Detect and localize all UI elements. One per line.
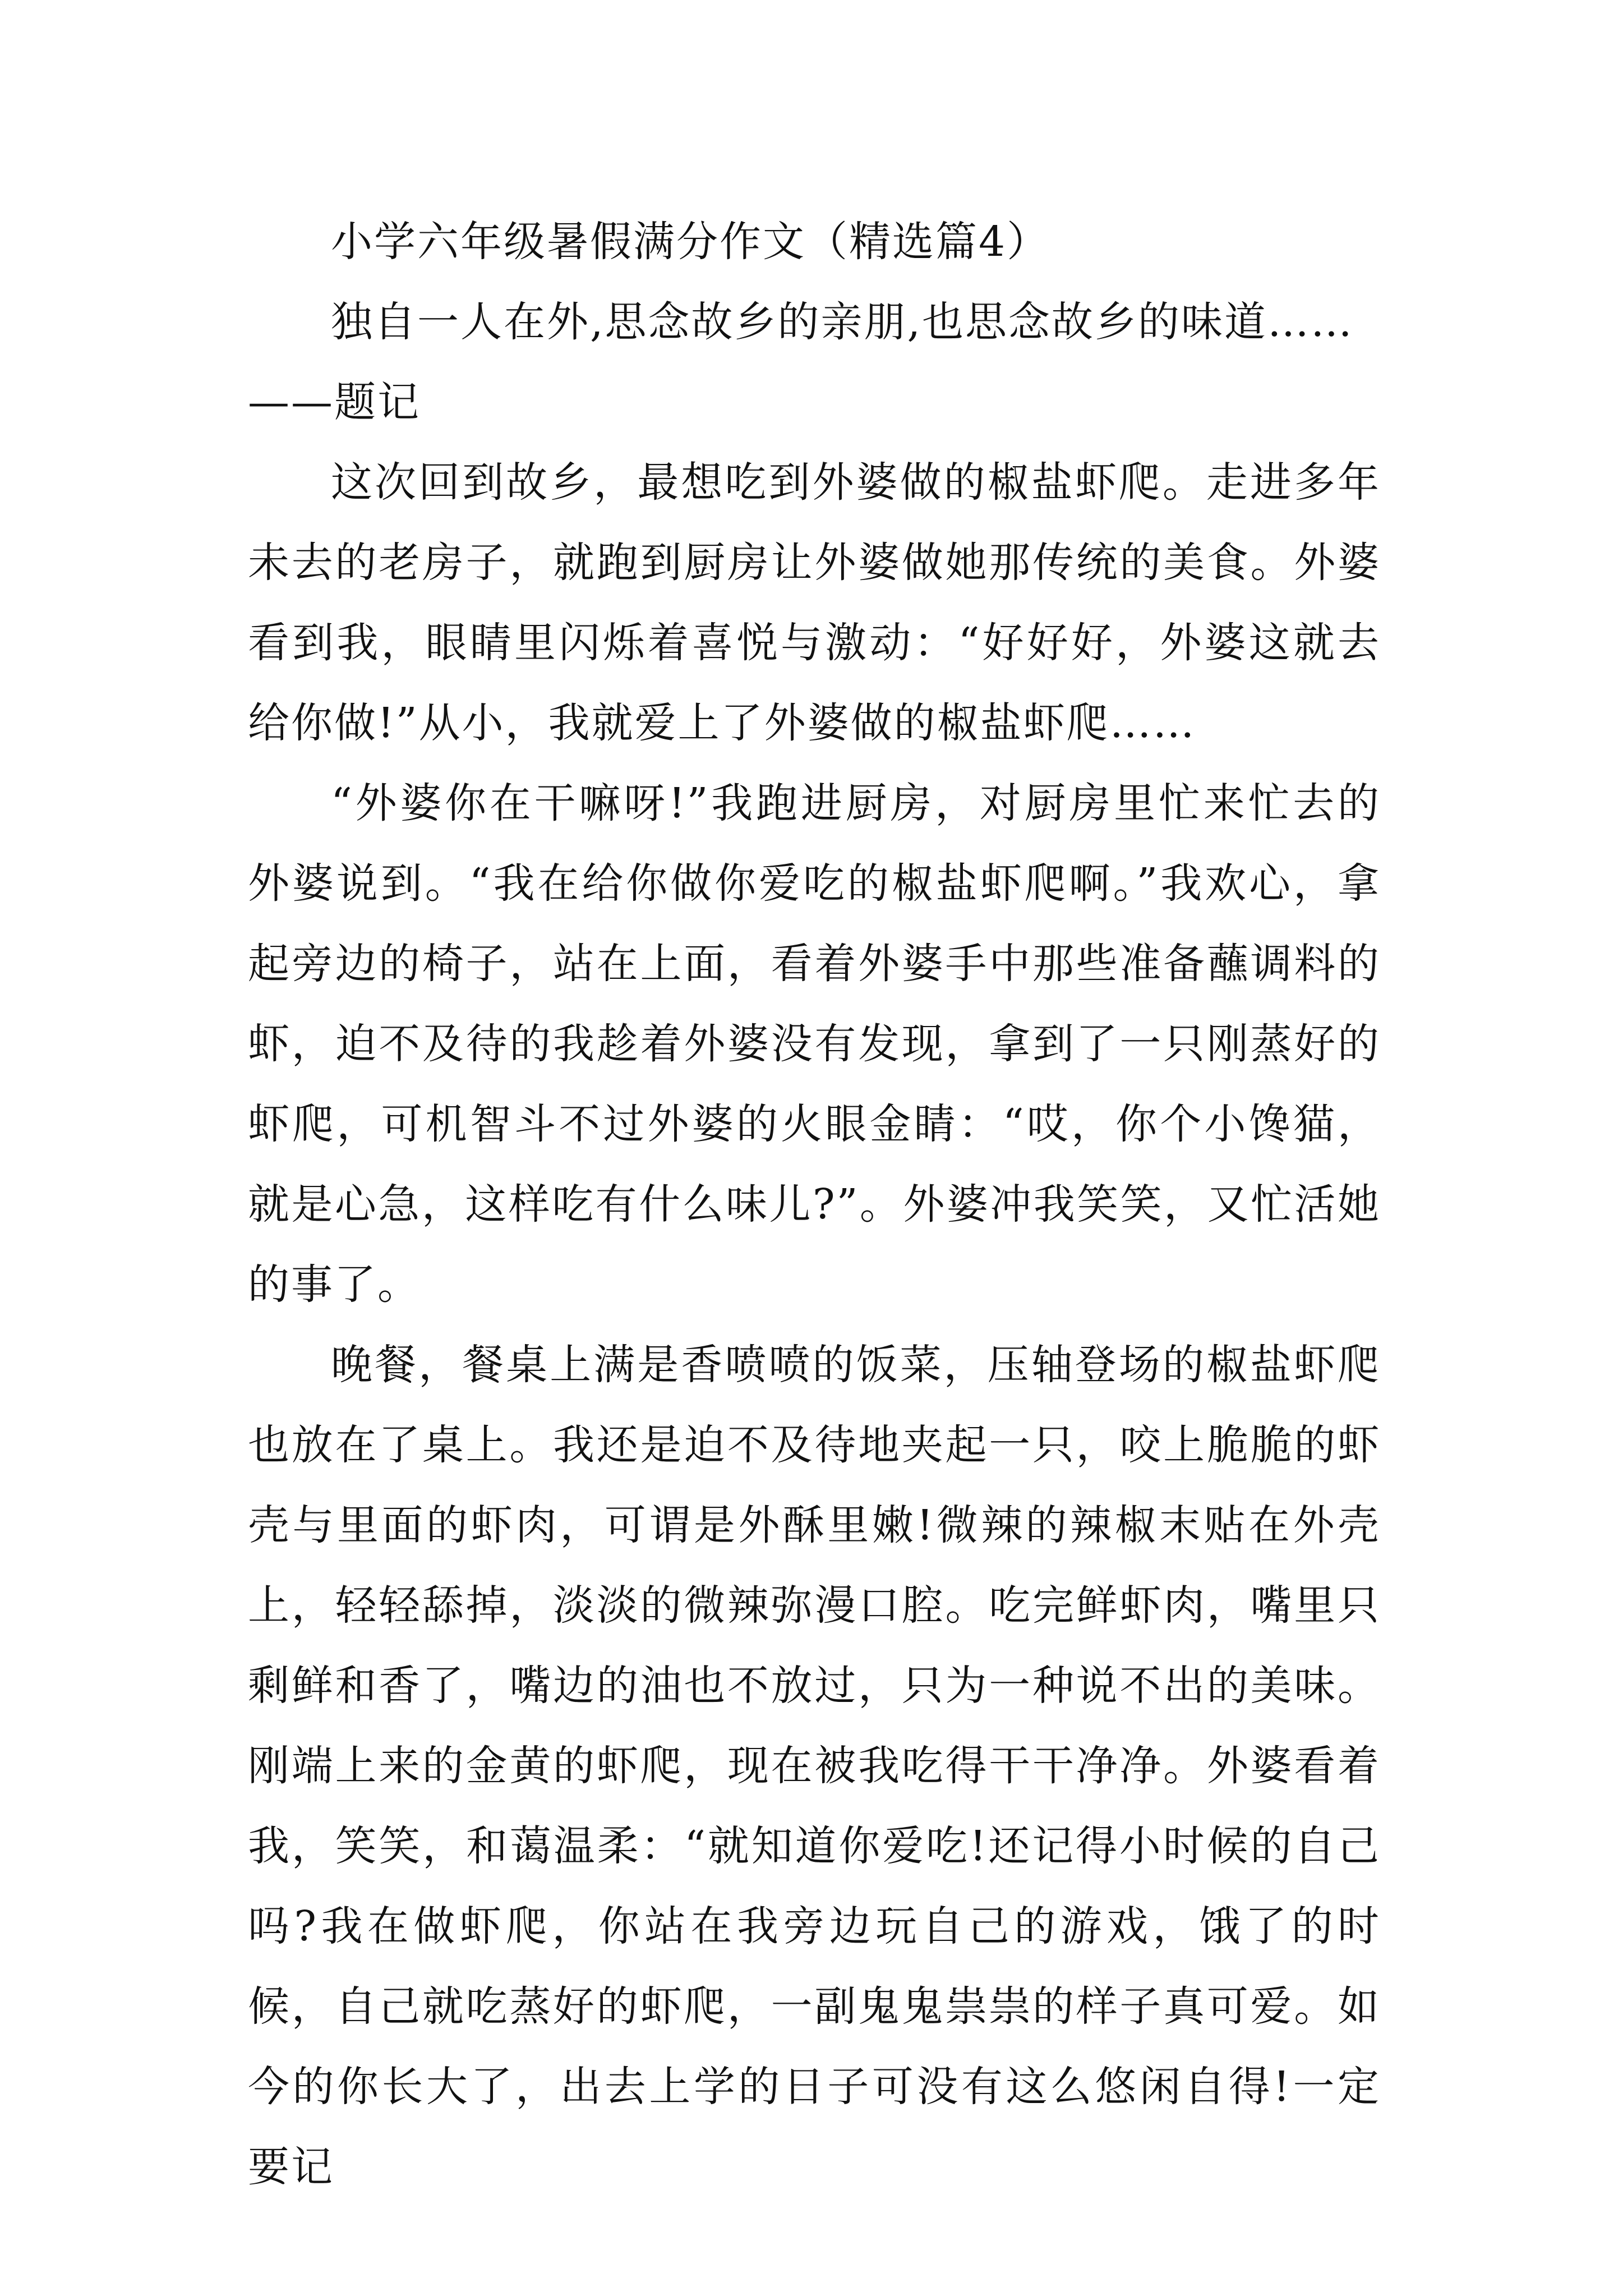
paragraph-3: 晚餐，餐桌上满是香喷喷的饭菜，压轴登场的椒盐虾爬也放在了桌上。我还是迫不及待地夹起一只，咬上脆脆的虾壳与里面的虾肉，可谓是外酥里嫩!微辣的辣椒末贴在外壳上，轻轻舔掉，淡淡的微辣弥漫口腔。吃完鲜虾肉，嘴里只剩鲜和香了，嘴边的油也不放过，只为一种说不出的美味。刚端上来的金黄的虾爬，现在被我吃得干干净净。外婆看着我，笑笑，和蔼温柔：“就知道你爱吃!还记得小时候的自己吗?我在做虾爬，你站在我旁边玩自己的游戏，饿了的时候，自己就吃蒸好的虾爬，一副鬼鬼祟祟的样子真可爱。如今的你长大了，出去上学的日子可没有这么悠闲自得!一定要记 <box>248 1341 1381 2191</box>
epigraph-attribution: ——题记 <box>248 378 421 426</box>
epigraph: 独自一人在外,思念故乡的亲朋,也思念故乡的味道…… <box>331 298 1354 346</box>
document-body <box>248 202 1381 2207</box>
document-title: 小学六年级暑假满分作文（精选篇4） <box>331 218 1050 266</box>
paragraph-2: “外婆你在干嘛呀!”我跑进厨房，对厨房里忙来忙去的外婆说到。“我在给你做你爱吃的椒盐虾爬啊。”我欢心，拿起旁边的椅子，站在上面，看着外婆手中那些准备蘸调料的虾，迫不及待的我趁着外婆没有发现，拿到了一只刚蒸好的虾爬，可机智斗不过外婆的火眼金睛：“哎，你个小馋猫，就是心急，这样吃有什么味儿?”。外婆冲我笑笑，又忙活她的事了。 <box>248 779 1381 1309</box>
paragraph-1: 这次回到故乡，最想吃到外婆做的椒盐虾爬。走进多年未去的老房子，就跑到厨房让外婆做她那传统的美食。外婆看到我，眼睛里闪烁着喜悦与激动：“好好好，外婆这就去给你做!”从小，我就爱上了外婆做的椒盐虾爬…… <box>248 458 1381 747</box>
